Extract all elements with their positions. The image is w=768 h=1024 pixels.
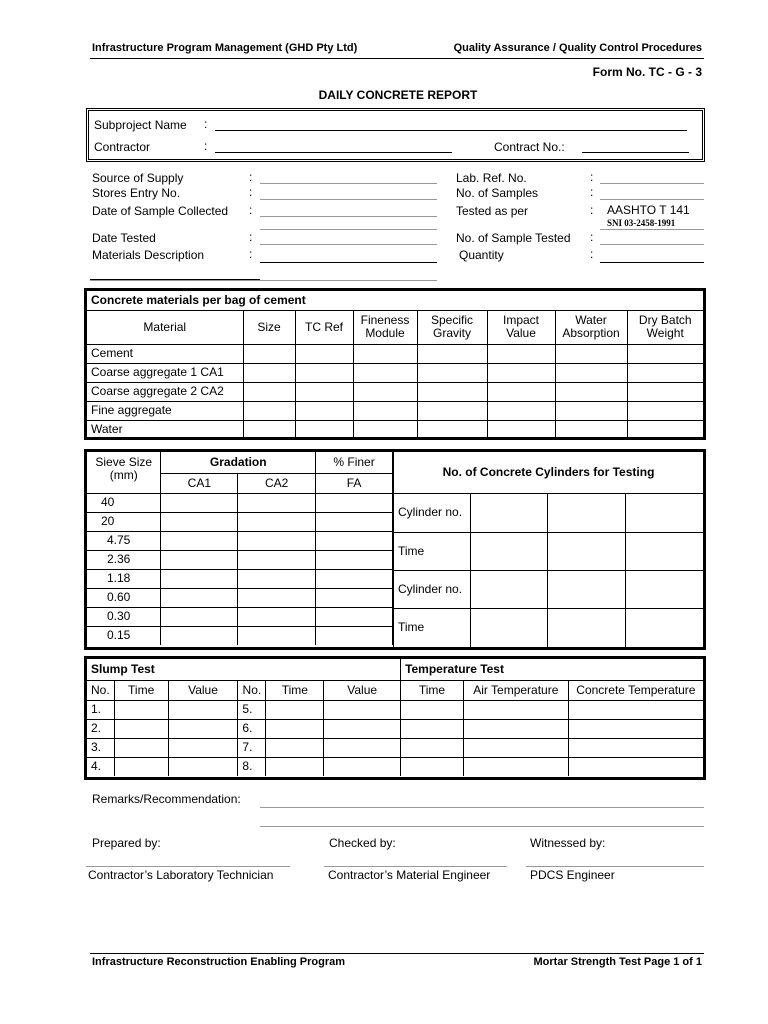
- quantity-field[interactable]: [600, 262, 704, 263]
- tested-as-per-label: Tested as per: [456, 204, 529, 218]
- cell[interactable]: [353, 401, 417, 420]
- header-temp-time: Time: [401, 680, 464, 700]
- colon: :: [249, 230, 253, 244]
- cell[interactable]: [243, 382, 295, 401]
- date-collected-field[interactable]: [260, 216, 437, 217]
- sieve-size: 4.75: [87, 531, 161, 550]
- materials-title: Concrete materials per bag of cement: [87, 291, 703, 310]
- cell[interactable]: [555, 363, 627, 382]
- table-row: [87, 569, 393, 588]
- cylinder-time-label: Time: [394, 608, 471, 647]
- cell[interactable]: [463, 757, 568, 776]
- cell[interactable]: [266, 719, 324, 738]
- cell[interactable]: [114, 719, 168, 738]
- cell[interactable]: [401, 700, 464, 719]
- cylinder-no-label: Cylinder no.: [394, 570, 471, 608]
- prepared-role: Contractor’s Laboratory Technician: [88, 868, 274, 882]
- cell[interactable]: [487, 344, 555, 363]
- cell[interactable]: [568, 719, 703, 738]
- cell[interactable]: [555, 401, 627, 420]
- witnessed-signature-line[interactable]: [526, 866, 704, 867]
- cell[interactable]: [555, 382, 627, 401]
- cell[interactable]: [316, 588, 393, 607]
- cell[interactable]: [295, 344, 353, 363]
- subproject-label: Subproject Name: [94, 118, 187, 132]
- cell[interactable]: [463, 700, 568, 719]
- cell[interactable]: [625, 570, 703, 608]
- sieve-size-header: Sieve Size (mm): [87, 452, 161, 493]
- sieve-size: 20: [87, 512, 161, 531]
- header-concrete-temp: Concrete Temperature: [568, 680, 703, 700]
- prepared-by-label: Prepared by:: [92, 836, 161, 850]
- no-samples-field[interactable]: [600, 199, 704, 200]
- cell[interactable]: [487, 420, 555, 439]
- cell[interactable]: [238, 626, 316, 645]
- colon: :: [249, 203, 253, 217]
- contract-no-field[interactable]: [582, 152, 689, 153]
- table-row: [87, 700, 703, 719]
- header-air-temp: Air Temperature: [463, 680, 568, 700]
- footer-program: Infrastructure Reconstruction Enabling Program: [92, 956, 346, 968]
- cell[interactable]: [487, 401, 555, 420]
- cell[interactable]: [161, 531, 238, 550]
- lab-ref-field[interactable]: [600, 183, 704, 184]
- row-number: 1.: [87, 700, 114, 719]
- colon: :: [249, 185, 253, 199]
- table-row: [87, 420, 703, 439]
- cell[interactable]: [627, 401, 703, 420]
- cell[interactable]: [168, 719, 238, 738]
- cell[interactable]: [316, 531, 393, 550]
- source-of-supply-label: Source of Supply: [92, 171, 184, 185]
- cell[interactable]: [324, 757, 401, 776]
- colon: :: [590, 247, 594, 261]
- cell[interactable]: [324, 700, 401, 719]
- cell[interactable]: [555, 344, 627, 363]
- cell[interactable]: [417, 401, 487, 420]
- header-specific-gravity: Specific Gravity: [417, 310, 487, 344]
- cell[interactable]: [470, 570, 547, 608]
- row-number: 2.: [87, 719, 114, 738]
- table-row: [87, 382, 703, 401]
- header-no: No.: [238, 680, 266, 700]
- cell[interactable]: [238, 493, 316, 512]
- table-row: [87, 550, 393, 569]
- cell[interactable]: [547, 532, 625, 570]
- cell[interactable]: [627, 344, 703, 363]
- subproject-field[interactable]: [215, 130, 687, 131]
- cell[interactable]: [114, 757, 168, 776]
- row-number: 8.: [238, 757, 266, 776]
- cell[interactable]: [417, 382, 487, 401]
- cell[interactable]: [316, 512, 393, 531]
- stores-entry-label: Stores Entry No.: [92, 186, 181, 200]
- cell[interactable]: [238, 512, 316, 531]
- cell[interactable]: [295, 363, 353, 382]
- cell[interactable]: [266, 700, 324, 719]
- table-row: [87, 607, 393, 626]
- cell[interactable]: [353, 420, 417, 439]
- colon: :: [590, 170, 594, 184]
- cell[interactable]: [168, 757, 238, 776]
- tested-as-per-sub: SNI 03-2458-1991: [607, 218, 676, 228]
- materials-description-label: Materials Description: [92, 248, 205, 262]
- materials-field[interactable]: [260, 262, 437, 263]
- header-material: Material: [87, 310, 243, 344]
- table-row: [87, 493, 393, 512]
- cell[interactable]: [161, 550, 238, 569]
- cell[interactable]: [470, 608, 547, 647]
- cell[interactable]: [568, 738, 703, 757]
- cell[interactable]: [401, 738, 464, 757]
- colon: :: [590, 185, 594, 199]
- cell[interactable]: [238, 607, 316, 626]
- prepared-signature-line[interactable]: [86, 866, 290, 867]
- sieve-size: 0.60: [87, 588, 161, 607]
- cell[interactable]: [470, 532, 547, 570]
- cell[interactable]: [547, 608, 625, 647]
- table-row: [87, 588, 393, 607]
- cell[interactable]: [266, 738, 324, 757]
- sieve-size: 0.30: [87, 607, 161, 626]
- date-collected-label: Date of Sample Collected: [92, 204, 229, 218]
- stores-field[interactable]: [260, 199, 437, 200]
- cell[interactable]: [324, 738, 401, 757]
- header-value: Value: [168, 680, 238, 700]
- row-label: Coarse aggregate 2 CA2: [87, 382, 243, 401]
- cell[interactable]: [295, 420, 353, 439]
- source-field[interactable]: [260, 183, 437, 184]
- table-row: [87, 738, 703, 757]
- cell[interactable]: [555, 420, 627, 439]
- row-label: Water: [87, 420, 243, 439]
- remarks-field-2[interactable]: [260, 826, 704, 827]
- remarks-field[interactable]: [260, 807, 704, 808]
- cell[interactable]: [316, 493, 393, 512]
- sieve-size: 2.36: [87, 550, 161, 569]
- cell[interactable]: [161, 569, 238, 588]
- cell[interactable]: [114, 738, 168, 757]
- cell[interactable]: [625, 532, 703, 570]
- header-procedures: Quality Assurance / Quality Control Procedures: [453, 42, 702, 54]
- colon: :: [249, 247, 253, 261]
- cell[interactable]: [114, 700, 168, 719]
- materials-field-2[interactable]: [90, 280, 437, 281]
- cell[interactable]: [316, 569, 393, 588]
- col-fa: FA: [316, 473, 393, 493]
- contractor-field[interactable]: [215, 152, 452, 153]
- cell[interactable]: [487, 363, 555, 382]
- no-samples-label: No. of Samples: [456, 186, 539, 200]
- row-label: Coarse aggregate 1 CA1: [87, 363, 243, 382]
- checked-role: Contractor’s Material Engineer: [328, 868, 491, 882]
- cell[interactable]: [487, 382, 555, 401]
- cylinders-table: [393, 452, 703, 647]
- sieve-size: 1.18: [87, 569, 161, 588]
- footer-page: Mortar Strength Test Page 1 of 1: [533, 956, 702, 968]
- contract-no-label: Contract No.:: [494, 140, 565, 154]
- cell[interactable]: [547, 570, 625, 608]
- cell[interactable]: [238, 550, 316, 569]
- colon: :: [590, 203, 594, 217]
- header-org: Infrastructure Program Management (GHD Pty Ltd): [92, 42, 358, 54]
- cell[interactable]: [568, 700, 703, 719]
- header-water-absorption: Water Absorption: [555, 310, 627, 344]
- cell[interactable]: [243, 401, 295, 420]
- cylinders-title: No. of Concrete Cylinders for Testing: [394, 452, 704, 493]
- cell[interactable]: [401, 719, 464, 738]
- cell[interactable]: [353, 344, 417, 363]
- row-number: 3.: [87, 738, 114, 757]
- quantity-label: Quantity: [459, 248, 504, 262]
- date-tested-field[interactable]: [260, 244, 437, 245]
- cell[interactable]: [161, 588, 238, 607]
- row-number: 7.: [238, 738, 266, 757]
- checked-signature-line[interactable]: [324, 866, 507, 867]
- row-number: 4.: [87, 757, 114, 776]
- header-tc-ref: TC Ref: [295, 310, 353, 344]
- finer-header: % Finer: [316, 452, 393, 473]
- table-row: [87, 719, 703, 738]
- cell[interactable]: [243, 363, 295, 382]
- col-ca2: CA2: [238, 473, 316, 493]
- table-row: [87, 401, 703, 420]
- project-box: [86, 108, 705, 162]
- checked-by-label: Checked by:: [329, 836, 396, 850]
- witnessed-role: PDCS Engineer: [530, 868, 615, 882]
- col-ca1: CA1: [161, 473, 238, 493]
- cell[interactable]: [295, 382, 353, 401]
- cell[interactable]: [161, 626, 238, 645]
- cell[interactable]: [463, 738, 568, 757]
- gradation-header: Gradation: [161, 452, 316, 473]
- row-number: 5.: [238, 700, 266, 719]
- cell[interactable]: [243, 420, 295, 439]
- table-row: [87, 363, 703, 382]
- cell[interactable]: [316, 607, 393, 626]
- date-tested-label: Date Tested: [92, 231, 156, 245]
- row-number: 6.: [238, 719, 266, 738]
- temperature-title: Temperature Test: [401, 659, 703, 680]
- cell[interactable]: [417, 344, 487, 363]
- cell[interactable]: [627, 420, 703, 439]
- cell[interactable]: [627, 382, 703, 401]
- cell[interactable]: [238, 588, 316, 607]
- cylinder-time-label: Time: [394, 532, 471, 570]
- cell[interactable]: [547, 493, 625, 532]
- cell[interactable]: [463, 719, 568, 738]
- table-row: [87, 344, 703, 363]
- no-sample-tested-label: No. of Sample Tested: [456, 231, 571, 245]
- header-size: Size: [243, 310, 295, 344]
- cell[interactable]: [316, 550, 393, 569]
- cell[interactable]: [161, 493, 238, 512]
- sieve-size: 0.15: [87, 626, 161, 645]
- cell[interactable]: [417, 420, 487, 439]
- page-title: DAILY CONCRETE REPORT: [318, 88, 478, 102]
- remarks-label: Remarks/Recommendation:: [92, 792, 241, 806]
- cell[interactable]: [161, 512, 238, 531]
- header-time: Time: [266, 680, 324, 700]
- no-sample-tested-field[interactable]: [600, 244, 704, 245]
- cell[interactable]: [238, 531, 316, 550]
- row-label: Fine aggregate: [87, 401, 243, 420]
- cell[interactable]: [324, 719, 401, 738]
- header-dry-batch: Dry Batch Weight: [627, 310, 703, 344]
- table-row: [87, 757, 703, 776]
- cell[interactable]: [168, 700, 238, 719]
- cell[interactable]: [625, 608, 703, 647]
- cell[interactable]: [353, 382, 417, 401]
- cell[interactable]: [627, 363, 703, 382]
- colon: :: [249, 170, 253, 184]
- cell[interactable]: [568, 757, 703, 776]
- colon: :: [204, 139, 208, 153]
- colon: :: [590, 230, 594, 244]
- header-value: Value: [324, 680, 401, 700]
- cylinder-no-label: Cylinder no.: [394, 493, 471, 532]
- table-row: [87, 512, 393, 531]
- header-no: No.: [87, 680, 114, 700]
- cell[interactable]: [470, 493, 547, 532]
- table-row: [87, 626, 393, 645]
- cell[interactable]: [161, 607, 238, 626]
- colon: :: [204, 117, 208, 131]
- header-impact: Impact Value: [487, 310, 555, 344]
- cell[interactable]: [238, 569, 316, 588]
- cell[interactable]: [266, 757, 324, 776]
- cell[interactable]: [625, 493, 703, 532]
- witnessed-by-label: Witnessed by:: [530, 836, 606, 850]
- header-time: Time: [114, 680, 168, 700]
- sieve-size: 40: [87, 493, 161, 512]
- cell[interactable]: [243, 344, 295, 363]
- contractor-label: Contractor: [94, 140, 151, 154]
- row-label: Cement: [87, 344, 243, 363]
- slump-table: [87, 659, 703, 776]
- gradation-table: [87, 452, 393, 645]
- slump-title: Slump Test: [87, 659, 401, 680]
- table-row: [87, 531, 393, 550]
- materials-table: [87, 291, 703, 439]
- cell[interactable]: [417, 363, 487, 382]
- tested-as-per-value: AASHTO T 141: [607, 203, 690, 217]
- lab-ref-label: Lab. Ref. No.: [456, 171, 527, 185]
- cell[interactable]: [168, 738, 238, 757]
- cell[interactable]: [401, 757, 464, 776]
- date-collected-field-2[interactable]: [260, 229, 437, 230]
- form-number: Form No. TC - G - 3: [592, 65, 702, 79]
- cell[interactable]: [295, 401, 353, 420]
- cell[interactable]: [316, 626, 393, 645]
- cell[interactable]: [353, 363, 417, 382]
- header-fineness: Fineness Module: [353, 310, 417, 344]
